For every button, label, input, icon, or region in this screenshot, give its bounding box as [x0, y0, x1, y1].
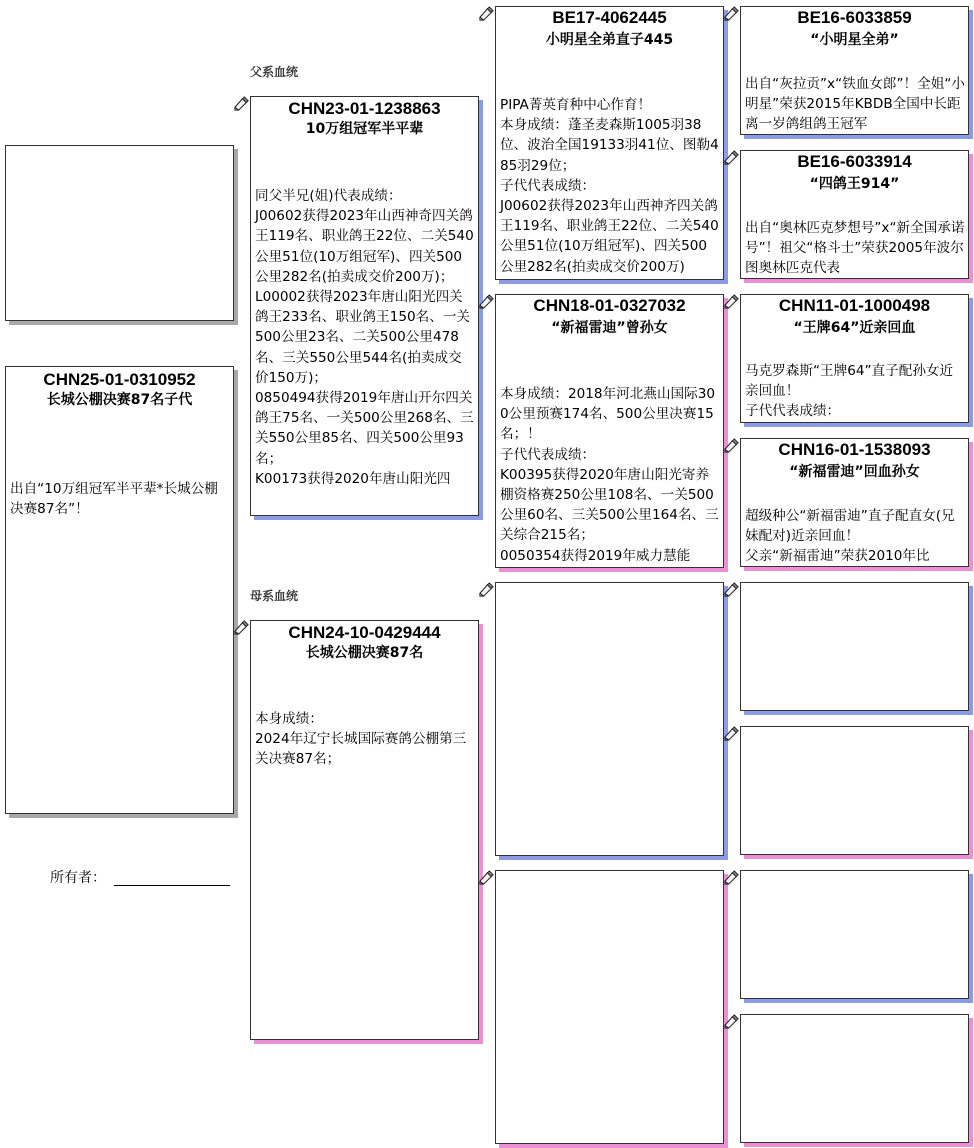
- edit-icon[interactable]: [234, 96, 249, 111]
- edit-icon[interactable]: [479, 294, 494, 309]
- edit-icon[interactable]: [724, 438, 739, 453]
- edit-icon[interactable]: [479, 870, 494, 885]
- sire-dam-ring-number: CHN18-01-0327032: [533, 296, 686, 315]
- ssd-description: 出自“奥林匹克梦想号”x“新全国承诺号”！祖父“格斗士”荣获2005年波尔图奥林匹克代表: [745, 220, 965, 277]
- subject-description: 出自“10万组冠军半平辈*长城公棚决赛87名”！: [10, 481, 218, 518]
- owner-field[interactable]: [114, 868, 230, 886]
- photo-placeholder[interactable]: [5, 145, 234, 321]
- dss-card[interactable]: [740, 582, 969, 711]
- edit-icon[interactable]: [724, 870, 739, 885]
- sire-title: 10万组冠军半平辈: [305, 121, 424, 137]
- sire-sire-description: PIPA菁英育种中心作育！ 本身成绩：蓬圣麦森斯1005羽38位、波治全国19133羽41位、图勒485羽29位； 子代代表成绩： J00602获得2023年山西神齐四关鸽王119名、职业鸽王22位、二关540公里51位(10万组冠军)、四关500公里282名(拍卖成交价200万): [500, 97, 719, 275]
- edit-icon[interactable]: [724, 294, 739, 309]
- owner-label: 所有者：: [50, 870, 106, 886]
- sire-dam-card: [495, 294, 724, 568]
- edit-icon[interactable]: [479, 6, 494, 21]
- sire-description: 同父半兄(姐)代表成绩： J00602获得2023年山西神奇四关鸽王119名、职业鸽王22位、二关540公里51位(10万组冠军)、四关500公里282名(拍卖成交价200万)； L00002获得2023年唐山阳光四关鸽王233名、职业鸽王150名、一关500公里23名、二关500公里478名、三关550公里544名(拍卖成交价150万)； 0850494获得2019年唐山开尔四关鸽王75名、一关500公里268名、三关550公里85名、四关500公里93名； K00173获得2020年唐山阳光四: [255, 188, 474, 487]
- dam-sire-card[interactable]: [495, 582, 724, 856]
- sdd-title: “新福雷迪”回血孙女: [789, 464, 920, 480]
- ssd-title: “四鸽王914”: [809, 176, 900, 192]
- edit-icon[interactable]: [479, 582, 494, 597]
- edit-icon[interactable]: [724, 726, 739, 741]
- ssd-ring-number: BE16-6033914: [797, 152, 912, 171]
- ssd-card: [740, 150, 969, 279]
- sds-ring-number: CHN11-01-1000498: [778, 296, 931, 315]
- sire-card: [250, 96, 479, 516]
- sss-description: 出自“灰拉贡”x“铁血女郎”！全姐“小明星”荣获2015年KBDB全国中长距离一岁鸽组鸽王冠军: [745, 76, 965, 133]
- sss-ring-number: BE16-6033859: [797, 8, 912, 27]
- sds-title: “王牌64”近亲回血: [793, 320, 916, 336]
- sire-ring-number: CHN23-01-1238863: [288, 99, 441, 118]
- dam-ring-number: CHN24-10-0429444: [288, 623, 441, 642]
- subject-title: 长城公棚决赛87名子代: [46, 392, 193, 408]
- dam-line-label: 母系血统: [250, 589, 299, 603]
- sss-card: [740, 6, 969, 135]
- dam-dam-card[interactable]: [495, 870, 724, 1144]
- sds-card: [740, 294, 969, 423]
- dam-description: 本身成绩： 2024年辽宁长城国际赛鸽公棚第三关决赛87名；: [255, 711, 467, 768]
- sire-sire-title: 小明星全弟直子445: [545, 32, 674, 48]
- sdd-ring-number: CHN16-01-1538093: [778, 440, 931, 459]
- sire-dam-description: 本身成绩：2018年河北燕山国际300公里预赛174名、500公里决赛15名；！ 子代代表成绩： K00395获得2020年唐山阳光寄养棚资格赛250公里108名、一关500公里60名、三关500公里164名、三关综合215名； 0050354获得2019年威力慧能: [500, 386, 719, 564]
- sire-dam-title: “新福雷迪”曾孙女: [551, 320, 668, 336]
- edit-icon[interactable]: [724, 1014, 739, 1029]
- dam-title: 长城公棚决赛87名: [305, 645, 424, 661]
- edit-icon[interactable]: [234, 620, 249, 635]
- sdd-description: 超级种公“新福雷迪”直子配直女(兄妹配对)近亲回血！ 父亲“新福雷迪”荣获2010年比: [745, 508, 955, 565]
- sire-sire-card: [495, 6, 724, 280]
- sds-description: 马克罗森斯“王牌64”直子配孙女近亲回血！ 子代代表成绩：: [745, 363, 954, 420]
- dam-card: [250, 620, 479, 1040]
- sdd-card: [740, 438, 969, 567]
- ddd-card[interactable]: [740, 1014, 969, 1143]
- edit-icon[interactable]: [724, 582, 739, 597]
- subject-card: [5, 366, 234, 814]
- sire-sire-ring-number: BE17-4062445: [552, 8, 667, 27]
- dds-card[interactable]: [740, 870, 969, 999]
- sire-line-label: 父系血统: [250, 65, 299, 79]
- edit-icon[interactable]: [724, 6, 739, 21]
- edit-icon[interactable]: [724, 150, 739, 165]
- subject-ring-number: CHN25-01-0310952: [43, 370, 196, 389]
- dsd-card[interactable]: [740, 726, 969, 855]
- sss-title: “小明星全弟”: [810, 32, 899, 48]
